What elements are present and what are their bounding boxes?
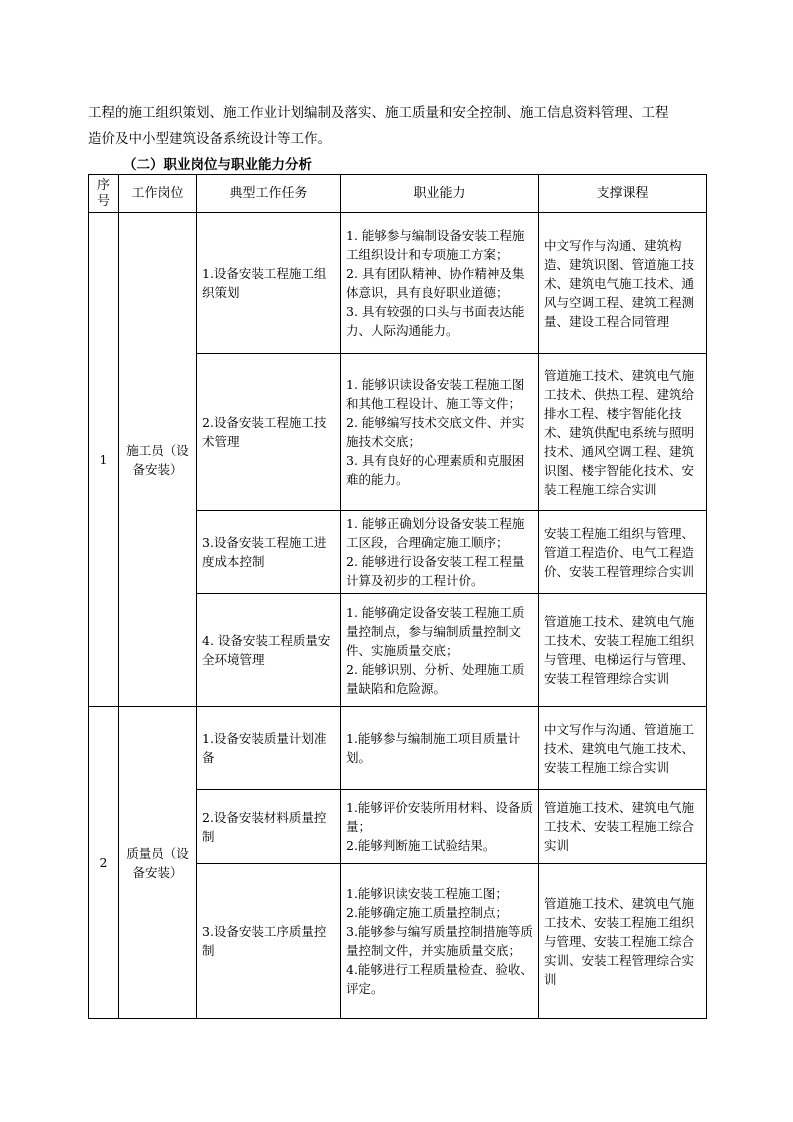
table-row — [89, 707, 707, 790]
ability-cell — [341, 594, 539, 707]
ability-item: 1. 能够参与编制设备安装工程施工组织设计和专项施工方案； — [346, 228, 525, 262]
ability-item: 4.能够进行工程质量检查、验收、评定。 — [346, 962, 533, 996]
ability-item: 1. 能够识读设备安装工程施工图和其他工程设计、施工等文件； — [346, 377, 525, 411]
intro-paragraph — [88, 100, 706, 152]
ability-item: 2. 能够识别、分析、处理施工质量缺陷和危险源。 — [346, 661, 525, 696]
header-position: 工作岗位 — [119, 175, 197, 213]
ability-cell — [341, 790, 539, 864]
task-cell: 3.设备安装工程施工进度成本控制 — [197, 511, 341, 594]
ability-cell — [341, 864, 539, 1019]
ability-cell — [341, 511, 539, 594]
ability-cell — [341, 707, 539, 790]
task-cell: 1.设备安装工程施工组织策划 — [197, 213, 341, 354]
ability-item: 2. 具有团队精神、协作精神及集体意识，具有良好职业道德； — [346, 266, 525, 300]
header-courses: 支撑课程 — [539, 175, 707, 213]
courses-cell: 管道施工技术、建筑电气施工技术、供热工程、建筑给排水工程、楼宇智能化技术、建筑供配电系统与照明技术、通风空调工程、建筑识图、楼宇智能化技术、安装工程施工综合实训 — [539, 354, 707, 511]
courses-cell: 管道施工技术、建筑电气施工技术、安装工程施工综合实训 — [539, 790, 707, 864]
ability-item: 1.能够识读安装工程施工图； — [346, 886, 508, 901]
ability-item: 2. 能够编写技术交底文件、并实施技术交底； — [346, 415, 525, 449]
section-title: （二）职业岗位与职业能力分析 — [123, 157, 312, 173]
task-cell: 2.设备安装工程施工技术管理 — [197, 354, 341, 511]
courses-cell: 中文写作与沟通、建筑构造、建筑识图、管道施工技术、建筑电气施工技术、通风与空调工程、建筑工程测量、建设工程合同管理 — [539, 213, 707, 354]
table-header-row — [89, 175, 707, 213]
task-cell: 1.设备安装质量计划准备 — [197, 707, 341, 790]
ability-item: 3. 具有良好的心理素质和克服困难的能力。 — [346, 453, 525, 487]
courses-cell: 管道施工技术、建筑电气施工技术、安装工程施工组织与管理、电梯运行与管理、安装工程管理综合实训 — [539, 594, 707, 707]
ability-item: 2. 能够进行设备安装工程工程量计算及初步的工程计价。 — [346, 554, 525, 588]
header-task: 典型工作任务 — [197, 175, 341, 213]
group-no: 1 — [89, 213, 119, 707]
ability-item: 1.能够评价安装所用材料、设备质量； — [346, 800, 533, 834]
ability-item: 1. 能够确定设备安装工程施工质量控制点，参与编制质量控制文件、实施质量交底； — [346, 604, 525, 658]
table-row — [89, 213, 707, 354]
job-ability-table — [88, 174, 707, 1019]
courses-cell: 中文写作与沟通、管道施工技术、建筑电气施工技术、安装工程施工综合实训 — [539, 707, 707, 790]
header-ability: 职业能力 — [341, 175, 539, 213]
task-cell: 3.设备安装工序质量控制 — [197, 864, 341, 1019]
courses-cell: 管道施工技术、建筑电气施工技术、安装工程施工组织与管理、安装工程施工综合实训、安装工程管理综合实训 — [539, 864, 707, 1019]
ability-item: 3. 具有较强的口头与书面表达能力、人际沟通能力。 — [346, 304, 525, 338]
header-no: 序号 — [89, 175, 119, 213]
group-position: 质量员（设备安装） — [119, 707, 197, 1019]
intro-line-2: 造价及中小型建筑设备系统设计等工作。 — [88, 131, 331, 147]
courses-cell: 安装工程施工组织与管理、管道工程造价、电气工程造价、安装工程管理综合实训 — [539, 511, 707, 594]
group-no: 2 — [89, 707, 119, 1019]
ability-item: 1. 能够正确划分设备安装工程施工区段，合理确定施工顺序； — [346, 516, 525, 550]
task-cell: 2.设备安装材料质量控制 — [197, 790, 341, 864]
task-cell: 4. 设备安装工程质量安全环境管理 — [197, 594, 341, 707]
intro-line-1: 工程的施工组织策划、施工作业计划编制及落实、施工质量和安全控制、施工信息资料管理、工程 — [88, 105, 669, 121]
ability-cell — [341, 213, 539, 354]
ability-cell — [341, 354, 539, 511]
ability-item: 1.能够参与编制施工项目质量计划。 — [346, 731, 521, 765]
ability-item: 3.能够参与编写质量控制措施等质量控制文件，并实施质量交底； — [346, 924, 533, 958]
group-position: 施工员（设备安装） — [119, 213, 197, 707]
ability-item: 2.能够判断施工试验结果。 — [346, 838, 496, 853]
ability-item: 2.能够确定施工质量控制点； — [346, 905, 508, 920]
